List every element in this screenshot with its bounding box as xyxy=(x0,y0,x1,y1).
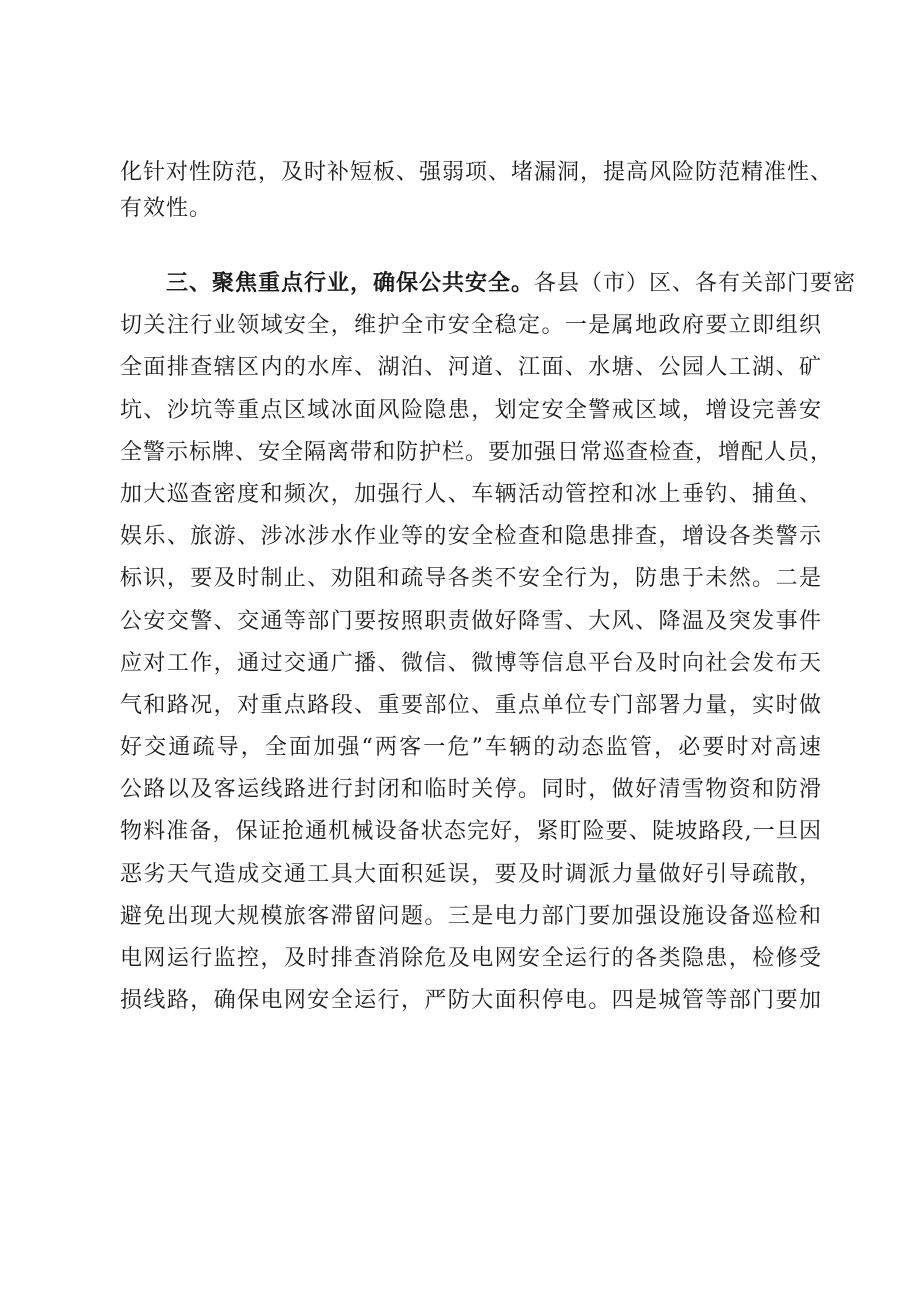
paragraph-line: 公路以及客运线路进行封闭和临时关停。同时，做好清雪物资和防滑 xyxy=(120,777,822,803)
section-3-paragraph xyxy=(120,263,857,1022)
paragraph-line: 全面排查辖区内的水库、湖泊、河道、江面、水塘、公园人工湖、矿 xyxy=(120,355,822,381)
paragraph-line: 坑、沙坑等重点区域冰面风险隐患，划定安全警戒区域，增设完善安 xyxy=(120,397,822,423)
section-heading: 三、聚焦重点行业，确保公共安全。 xyxy=(166,271,535,296)
paragraph-line: 全警示标牌、安全隔离带和防护栏。要加强日常巡查检查，增配人员， xyxy=(120,439,834,465)
paragraph-line: 标识，要及时制止、劝阻和疏导各类不安全行为，防患于未然。二是 xyxy=(120,566,822,592)
paragraph-line: 恶劣天气造成交通工具大面积延误，要及时调派力量做好引导疏散， xyxy=(120,861,822,887)
paragraph-line: 好交通疏导，全面加强“两客一危”车辆的动态监管，必要时对高速 xyxy=(120,735,822,761)
paragraph-line: 应对工作，通过交通广播、微信、微博等信息平台及时向社会发布天 xyxy=(120,650,822,676)
paragraph-line: 避免出现大规模旅客滞留问题。三是电力部门要加强设施设备巡检和 xyxy=(120,903,822,929)
paragraph-line: 气和路况，对重点路段、重要部位、重点单位专门部署力量，实时做 xyxy=(120,692,822,718)
paragraph-line: 化针对性防范，及时补短板、强弱项、堵漏洞，提高风险防范精准性、 xyxy=(120,160,834,185)
paragraph-line: 有效性。 xyxy=(120,196,213,221)
paragraph-line: 损线路，确保电网安全运行，严防大面积停电。四是城管等部门要加 xyxy=(120,988,822,1014)
section-heading-line xyxy=(120,263,857,305)
paragraph-line: 切关注行业领域安全，维护全市安全稳定。一是属地政府要立即组织 xyxy=(120,313,822,339)
paragraph-line: 物料准备，保证抢通机械设备状态完好，紧盯险要、陡坡路段,一旦因 xyxy=(120,819,822,845)
paragraph-line: 娱乐、旅游、涉冰涉水作业等的安全检查和隐患排查，增设各类警示 xyxy=(120,524,822,550)
paragraph-line: 公安交警、交通等部门要按照职责做好降雪、大风、降温及突发事件 xyxy=(120,608,822,634)
paragraph-line: 加大巡查密度和频次，加强行人、车辆活动管控和冰上垂钓、捕鱼、 xyxy=(120,481,822,507)
paragraph-text: 各县（市）区、各有关部门要密 xyxy=(534,271,857,296)
continuation-paragraph xyxy=(120,155,834,227)
paragraph-line: 电网运行监控，及时排查消除危及电网安全运行的各类隐患，检修受 xyxy=(120,946,822,971)
